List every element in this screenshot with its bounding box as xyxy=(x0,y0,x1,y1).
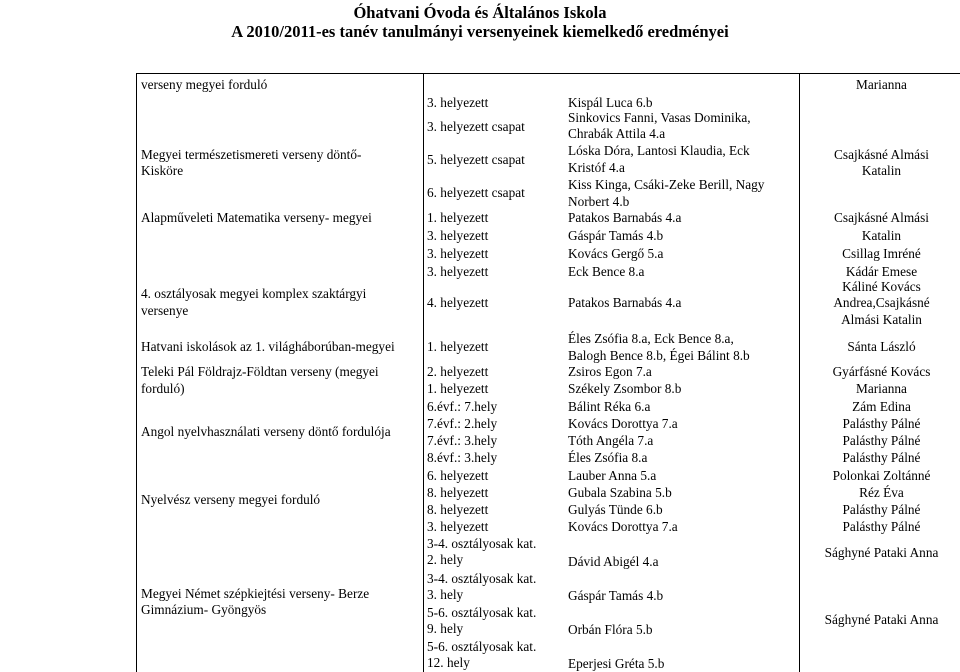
student-name: Lóska Dóra, Lantosi Klaudia, Eck xyxy=(568,143,750,158)
competition-name: 4. osztályosak megyei komplex szaktárgyi xyxy=(141,286,367,301)
placement: 5. helyezett csapat xyxy=(427,152,525,167)
student-name: Gubala Szabina 5.b xyxy=(568,485,672,500)
placement: 8. helyezett xyxy=(427,502,489,517)
competition-name: Kisköre xyxy=(141,163,184,178)
competition-name: verseny megyei forduló xyxy=(141,77,268,92)
placement: 5-6. osztályosak kat. xyxy=(427,639,537,654)
placement: 2. helyezett xyxy=(427,364,489,379)
student-name: Dávid Abigél 4.a xyxy=(568,554,659,569)
student-name: Éles Zsófia 8.a xyxy=(568,450,648,465)
student-name: Orbán Flóra 5.b xyxy=(568,622,653,637)
teacher-name: Palásthy Pálné xyxy=(842,519,921,534)
teacher-name: Sághyné Pataki Anna xyxy=(824,545,939,560)
teacher-name: Palásthy Pálné xyxy=(842,450,921,465)
competition-name: Teleki Pál Földrajz-Földtan verseny (megyei xyxy=(141,364,379,379)
competition-name: forduló) xyxy=(141,381,185,396)
placement: 5-6. osztályosak kat. xyxy=(427,605,537,620)
teacher-name: Palásthy Pálné xyxy=(842,416,921,431)
placement: 3. helyezett xyxy=(427,246,489,261)
teacher-name: Polonkai Zoltánné xyxy=(832,468,931,483)
placement: 1. helyezett xyxy=(427,381,489,396)
competition-name: Alapműveleti Matematika verseny- megyei xyxy=(141,210,372,225)
student-name: Bálint Réka 6.a xyxy=(568,399,651,414)
column-divider xyxy=(423,74,424,672)
student-name: Gáspár Tamás 4.b xyxy=(568,588,664,603)
placement: 8.évf.: 3.hely xyxy=(427,450,498,465)
teacher-name: Káliné Kovács xyxy=(842,279,921,294)
placement: 3. helyezett xyxy=(427,228,489,243)
teacher-name: Kádár Emese xyxy=(845,264,918,279)
teacher-name: Csajkásné Almási xyxy=(834,210,929,225)
teacher-name: Palásthy Pálné xyxy=(842,502,921,517)
student-name: Kovács Dorottya 7.a xyxy=(568,519,678,534)
placement: 6.évf.: 7.hely xyxy=(427,399,498,414)
teacher-name: Marianna xyxy=(856,381,907,396)
student-name: Tóth Angéla 7.a xyxy=(568,433,654,448)
student-name: Gulyás Tünde 6.b xyxy=(568,502,663,517)
placement: 9. hely xyxy=(427,621,464,636)
placement: 7.évf.: 2.hely xyxy=(427,416,498,431)
student-name: Patakos Barnabás 4.a xyxy=(568,295,682,310)
student-name: Kristóf 4.a xyxy=(568,160,625,175)
placement: 3. hely xyxy=(427,587,464,602)
teacher-name: Almási Katalin xyxy=(841,312,922,327)
placement: 3-4. osztályosak kat. xyxy=(427,536,537,551)
teacher-name: Zám Edina xyxy=(852,399,911,414)
competition-name: Gimnázium- Gyöngyös xyxy=(141,602,267,617)
student-name: Balogh Bence 8.b, Égei Bálint 8.b xyxy=(568,348,750,363)
placement: 3. helyezett xyxy=(427,95,489,110)
placement: 7.évf.: 3.hely xyxy=(427,433,498,448)
placement: 12. hely xyxy=(427,655,470,670)
student-name: Székely Zsombor 8.b xyxy=(568,381,682,396)
teacher-name: Réz Éva xyxy=(859,485,904,500)
competition-name: Hatvani iskolások az 1. világháborúban-megyei xyxy=(141,339,395,354)
student-name: Lauber Anna 5.a xyxy=(568,468,657,483)
competition-name: Megyei természetismereti verseny döntő- xyxy=(141,147,362,162)
student-name: Kovács Dorottya 7.a xyxy=(568,416,678,431)
student-name: Éles Zsófia 8.a, Eck Bence 8.a, xyxy=(568,331,734,346)
student-name: Patakos Barnabás 4.a xyxy=(568,210,682,225)
placement: 3. helyezett xyxy=(427,264,489,279)
placement: 3. helyezett xyxy=(427,519,489,534)
competition-name: versenye xyxy=(141,303,189,318)
student-name: Kiss Kinga, Csáki-Zeke Berill, Nagy xyxy=(568,177,765,192)
placement: 6. helyezett csapat xyxy=(427,185,525,200)
teacher-name: Csillag Imréné xyxy=(842,246,921,261)
teacher-name: Marianna xyxy=(856,77,907,92)
placement: 1. helyezett xyxy=(427,210,489,225)
placement: 3-4. osztályosak kat. xyxy=(427,571,537,586)
results-table xyxy=(136,73,960,672)
student-name: Sinkovics Fanni, Vasas Dominika, xyxy=(568,110,751,125)
student-name: Eck Bence 8.a xyxy=(568,264,645,279)
student-name: Eperjesi Gréta 5.b xyxy=(568,656,665,671)
placement: 6. helyezett xyxy=(427,468,489,483)
placement: 3. helyezett csapat xyxy=(427,119,525,134)
student-name: Chrabák Attila 4.a xyxy=(568,126,666,141)
teacher-name: Gyárfásné Kovács xyxy=(832,364,931,379)
teacher-name: Katalin xyxy=(861,163,902,178)
competition-name: Angol nyelvhasználati verseny döntő fordulója xyxy=(141,424,391,439)
teacher-name: Sánta László xyxy=(847,339,916,354)
student-name: Gáspár Tamás 4.b xyxy=(568,228,664,243)
teacher-name: Csajkásné Almási xyxy=(834,147,929,162)
student-name: Norbert 4.b xyxy=(568,194,630,209)
placement: 4. helyezett xyxy=(427,295,489,310)
document-subtitle: A 2010/2011-es tanév tanulmányi versenyeinek kiemelkedő eredményei xyxy=(231,22,729,41)
teacher-name: Palásthy Pálné xyxy=(842,433,921,448)
competition-name: Megyei Német szépkiejtési verseny- Berze xyxy=(141,586,370,601)
teacher-name: Andrea,Csajkásné xyxy=(833,295,930,310)
competition-name: Nyelvész verseny megyei forduló xyxy=(141,492,321,507)
teacher-name: Katalin xyxy=(861,228,902,243)
placement: 8. helyezett xyxy=(427,485,489,500)
student-name: Kispál Luca 6.b xyxy=(568,95,653,110)
page-header xyxy=(0,0,960,41)
school-title: Óhatvani Óvoda és Általános Iskola xyxy=(353,3,607,22)
teacher-name: Sághyné Pataki Anna xyxy=(824,612,939,627)
column-divider xyxy=(799,74,800,672)
placement: 2. hely xyxy=(427,552,464,567)
student-name: Zsiros Egon 7.a xyxy=(568,364,652,379)
placement: 1. helyezett xyxy=(427,339,489,354)
student-name: Kovács Gergő 5.a xyxy=(568,246,664,261)
